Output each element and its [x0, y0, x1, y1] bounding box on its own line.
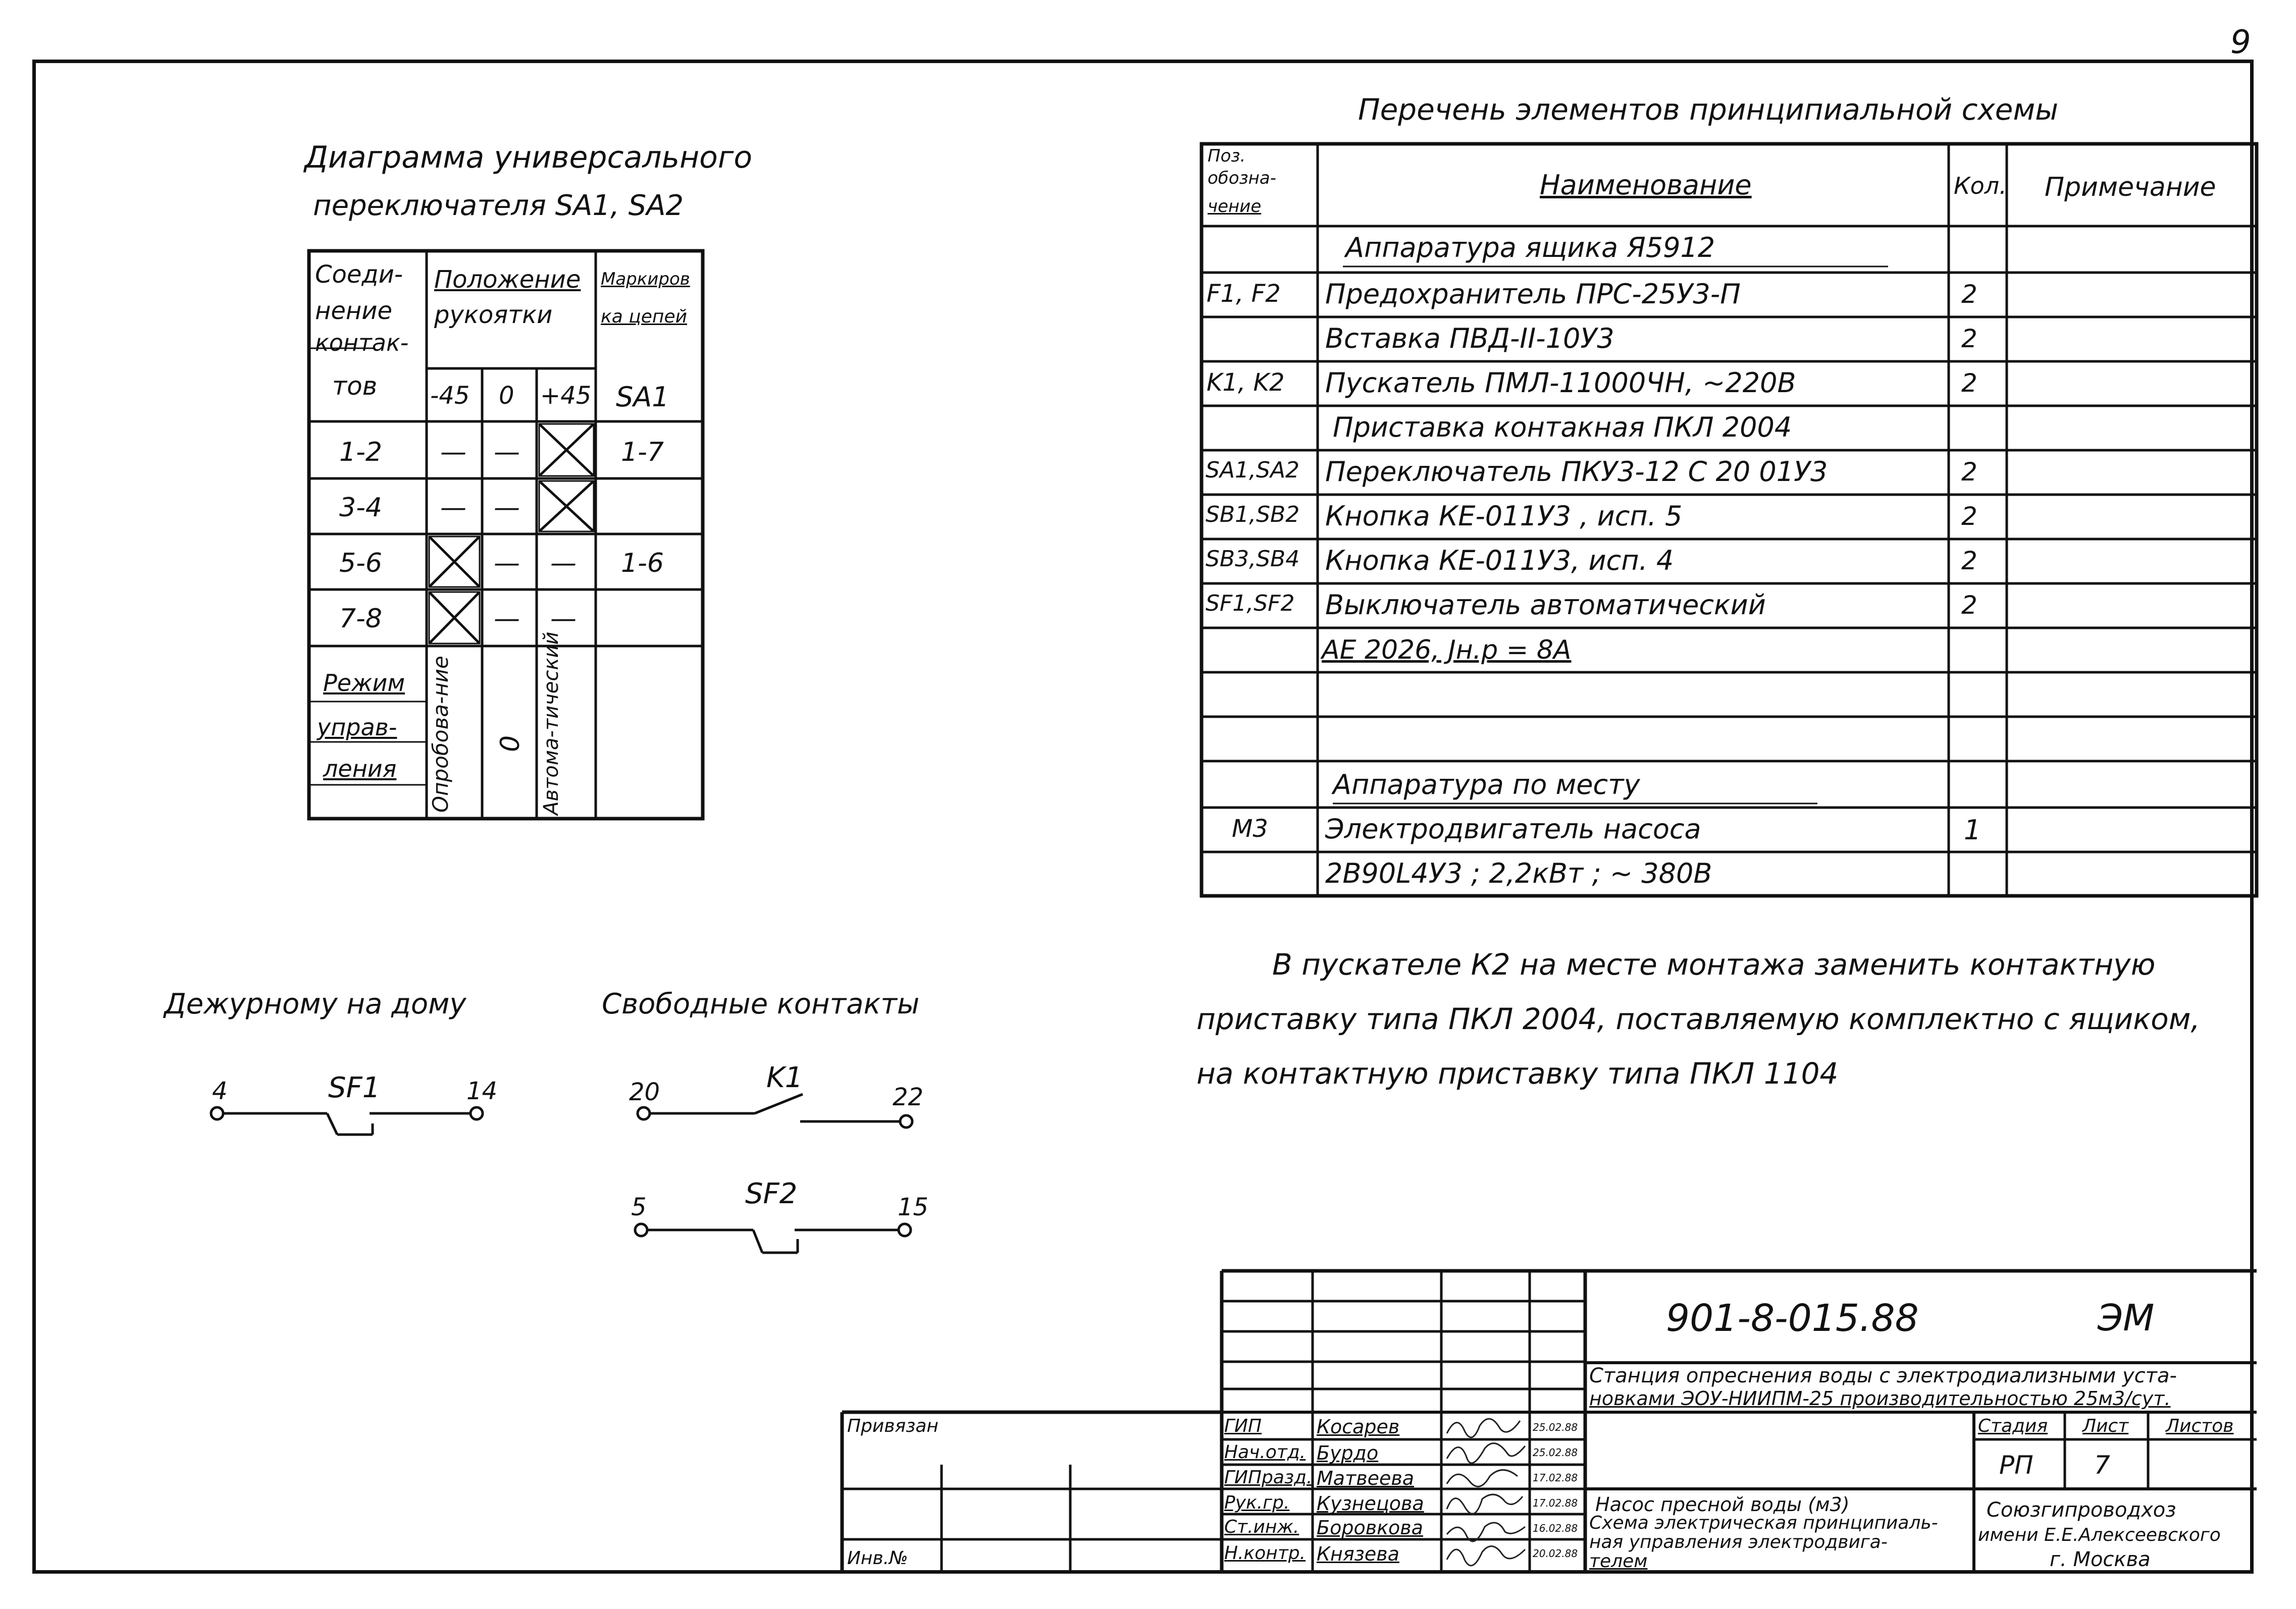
- parts-row6-qty: 2: [1961, 457, 1977, 487]
- row1-contacts: 1-2: [339, 437, 382, 467]
- signature-4: [1447, 1494, 1523, 1514]
- parts-row6-pos: SA1,SA2: [1206, 457, 1300, 483]
- role-head-dept: Нач.отд.: [1224, 1442, 1306, 1463]
- parts-row-heading-box: Аппаратура ящика Я5912: [1345, 232, 1715, 263]
- parts-row6-name: Переключатель ПКУ3-12 С 20 01У3: [1325, 456, 1828, 488]
- row3-circuit: 1-6: [621, 548, 664, 578]
- sheet-title-line2: Схема электрическая принципиаль-: [1589, 1513, 1938, 1533]
- role-gip-section: ГИПразд.: [1224, 1467, 1313, 1488]
- parts-row2-pos: F1, F2: [1207, 280, 1281, 308]
- mode-value-zero: 0: [495, 735, 526, 752]
- header-position-line2: рукоятки: [434, 301, 553, 329]
- mode-label-line1: Режим: [323, 669, 405, 696]
- org-line2: имени Е.Е.Алексеевского: [1978, 1525, 2221, 1545]
- header-contacts-line2: нение: [315, 297, 393, 325]
- row3-contacts: 5-6: [339, 548, 382, 578]
- col-pos-line2: обозна-: [1208, 168, 1276, 188]
- sheet-number: 9: [2230, 24, 2251, 61]
- date-6: 20.02.88: [1533, 1547, 1578, 1560]
- stage-value: РП: [1999, 1451, 2033, 1480]
- stage-header: Стадия: [1978, 1416, 2048, 1436]
- inventory-label: Инв.№: [847, 1548, 908, 1569]
- signature-5: [1447, 1523, 1525, 1541]
- name-kosarev: Косарев: [1317, 1416, 1400, 1438]
- role-norm-control: Н.контр.: [1224, 1543, 1306, 1564]
- signature-6: [1447, 1546, 1525, 1566]
- header-contacts-line3: контак-: [315, 329, 409, 356]
- parts-row14-qty: 1: [1964, 814, 1981, 846]
- parts-row8-qty: 2: [1961, 546, 1977, 575]
- header-marking-line1: Маркиров: [601, 269, 690, 289]
- parts-row4-pos: K1, K2: [1207, 368, 1285, 397]
- parts-list-title: Перечень элементов принципиальной схемы: [1358, 92, 2059, 127]
- name-matveeva: Матвеева: [1317, 1467, 1415, 1489]
- col-qty-header: Кол.: [1954, 172, 2007, 199]
- row2-contacts: 3-4: [339, 493, 382, 523]
- row4-contacts: 7-8: [339, 604, 382, 634]
- parts-row2-qty: 2: [1961, 280, 1977, 309]
- date-4: 17.02.88: [1533, 1497, 1578, 1509]
- row1-circuit: 1-7: [621, 437, 664, 467]
- parts-row15-name: 2В90L4У3 ; 2,2кВт ; ~ 380В: [1325, 857, 1712, 889]
- parts-row14-name: Электродвигатель насоса: [1325, 813, 1701, 845]
- free-contacts-label: Свободные контакты: [602, 988, 920, 1021]
- col-name-header: Наименование: [1540, 169, 1752, 201]
- sheet-value: 7: [2094, 1451, 2110, 1480]
- mode-label-line2: управ-: [317, 714, 397, 741]
- sf1-left-terminal: 4: [212, 1077, 228, 1105]
- parts-row4-name: Пускатель ПМЛ-11000ЧН, ~220В: [1325, 367, 1796, 399]
- parts-row3-name: Вставка ПВД-II-10У3: [1325, 323, 1614, 354]
- row2-mark-zero: —: [494, 493, 520, 523]
- project-line1: Станция опреснения воды с электродиализными уста-: [1589, 1364, 2177, 1387]
- note-line3: на контактную приставку типа ПКЛ 1104: [1196, 1056, 1839, 1091]
- row1-mark-zero: —: [494, 437, 520, 467]
- switch-diagram-title-line1: Диаграмма универсального: [304, 140, 753, 175]
- col-note-header: Примечание: [2045, 172, 2216, 202]
- header-contacts-line4: тов: [332, 371, 378, 401]
- role-senior-eng: Ст.инж.: [1224, 1517, 1299, 1537]
- switch-diagram-title-line2: переключателя SA1, SA2: [313, 189, 684, 222]
- note-line1: В пускателе К2 на месте монтажа заменить контактную: [1272, 947, 2156, 982]
- sheets-header: Листов: [2166, 1416, 2234, 1436]
- parts-row5-name: Приставка контакная ПКЛ 2004: [1333, 411, 1792, 443]
- project-line2: новками ЭОУ-НИИПМ-25 производительностью 25м3/сут.: [1589, 1387, 2171, 1410]
- parts-row8-pos: SB3,SB4: [1206, 546, 1300, 572]
- linked-label: Привязан: [847, 1416, 938, 1436]
- header-contacts-line1: Соеди-: [315, 260, 403, 289]
- signature-2: [1447, 1443, 1525, 1463]
- parts-row14-pos: М3: [1232, 815, 1268, 843]
- row3-mark-plus45: —: [550, 548, 577, 578]
- col-pos-line3: чение: [1208, 196, 1262, 217]
- signature-1: [1447, 1419, 1520, 1437]
- duty-label: Дежурному на дому: [164, 988, 466, 1021]
- role-gip: ГИП: [1224, 1416, 1262, 1436]
- parts-row3-qty: 2: [1961, 324, 1977, 353]
- header-marking-line2: ка цепей: [601, 306, 687, 327]
- position-minus45: -45: [430, 382, 470, 410]
- row1-mark-minus45: —: [440, 437, 466, 467]
- mode-label-line3: ления: [323, 755, 397, 782]
- name-borovkova: Боровкова: [1317, 1517, 1423, 1539]
- parts-row8-name: Кнопка КЕ-011У3, исп. 4: [1325, 545, 1674, 576]
- note-line2: приставку типа ПКЛ 2004, поставляемую комплектно с ящиком,: [1196, 1002, 2200, 1036]
- parts-row7-name: Кнопка КЕ-011У3 , исп. 5: [1325, 500, 1683, 532]
- sf2-right-terminal: 15: [898, 1193, 929, 1221]
- parts-row9-pos: SF1,SF2: [1206, 591, 1295, 616]
- date-1: 25.02.88: [1533, 1421, 1578, 1433]
- document-code: 901-8-015.88: [1666, 1297, 1919, 1340]
- date-2: 25.02.88: [1533, 1446, 1578, 1459]
- k1-right-terminal: 22: [893, 1083, 924, 1111]
- row2-mark-minus45: —: [440, 493, 466, 523]
- k1-left-terminal: 20: [629, 1078, 660, 1106]
- name-burdo: Бурдо: [1317, 1442, 1379, 1464]
- parts-row9-qty: 2: [1961, 591, 1977, 620]
- parts-row-heading-site: Аппаратура по месту: [1333, 769, 1640, 800]
- position-plus45: +45: [540, 382, 592, 410]
- name-kuznetsova: Кузнецова: [1317, 1492, 1424, 1515]
- position-zero: 0: [499, 382, 514, 410]
- parts-row4-qty: 2: [1961, 368, 1977, 398]
- sf1-label: SF1: [328, 1071, 381, 1104]
- col-pos-line1: Поз.: [1208, 146, 1246, 166]
- sf2-left-terminal: 5: [631, 1193, 647, 1221]
- sf1-right-terminal: 14: [466, 1077, 498, 1105]
- parts-row7-qty: 2: [1961, 502, 1977, 531]
- parts-row10-name: АЕ 2026, Jн.р = 8А: [1322, 635, 1572, 665]
- document-type: ЭМ: [2098, 1297, 2155, 1339]
- sf2-label: SF2: [745, 1177, 798, 1210]
- sheet-title-line3: ная управления электродвига-: [1589, 1532, 1888, 1552]
- header-position-line1: Положение: [434, 265, 581, 294]
- mode-value-auto: Автома-тический: [540, 631, 563, 815]
- org-line1: Союзгипроводхоз: [1987, 1498, 2176, 1522]
- row3-mark-zero: —: [494, 548, 520, 578]
- date-3: 17.02.88: [1533, 1472, 1578, 1484]
- name-knyazeva: Князева: [1317, 1543, 1399, 1565]
- date-5: 16.02.88: [1533, 1522, 1578, 1534]
- signature-3: [1447, 1470, 1518, 1487]
- marking-sa1: SA1: [616, 381, 669, 413]
- mode-value-test: Опробова-ние: [428, 656, 453, 813]
- k1-label: K1: [766, 1061, 803, 1094]
- row4-mark-plus45: —: [550, 604, 577, 634]
- org-line3: г. Москва: [2050, 1548, 2151, 1571]
- role-group-lead: Рук.гр.: [1224, 1492, 1290, 1513]
- parts-row9-name: Выключатель автоматический: [1325, 589, 1766, 621]
- sheet-header: Лист: [2082, 1416, 2129, 1436]
- row4-mark-zero: —: [494, 604, 520, 634]
- sheet-title-line4: телем: [1589, 1551, 1648, 1572]
- parts-row7-pos: SB1,SB2: [1206, 502, 1300, 527]
- parts-row2-name: Предохранитель ПРС-25У3-П: [1325, 278, 1741, 310]
- sheet-title-line1: Насос пресной воды (м3): [1595, 1493, 1850, 1516]
